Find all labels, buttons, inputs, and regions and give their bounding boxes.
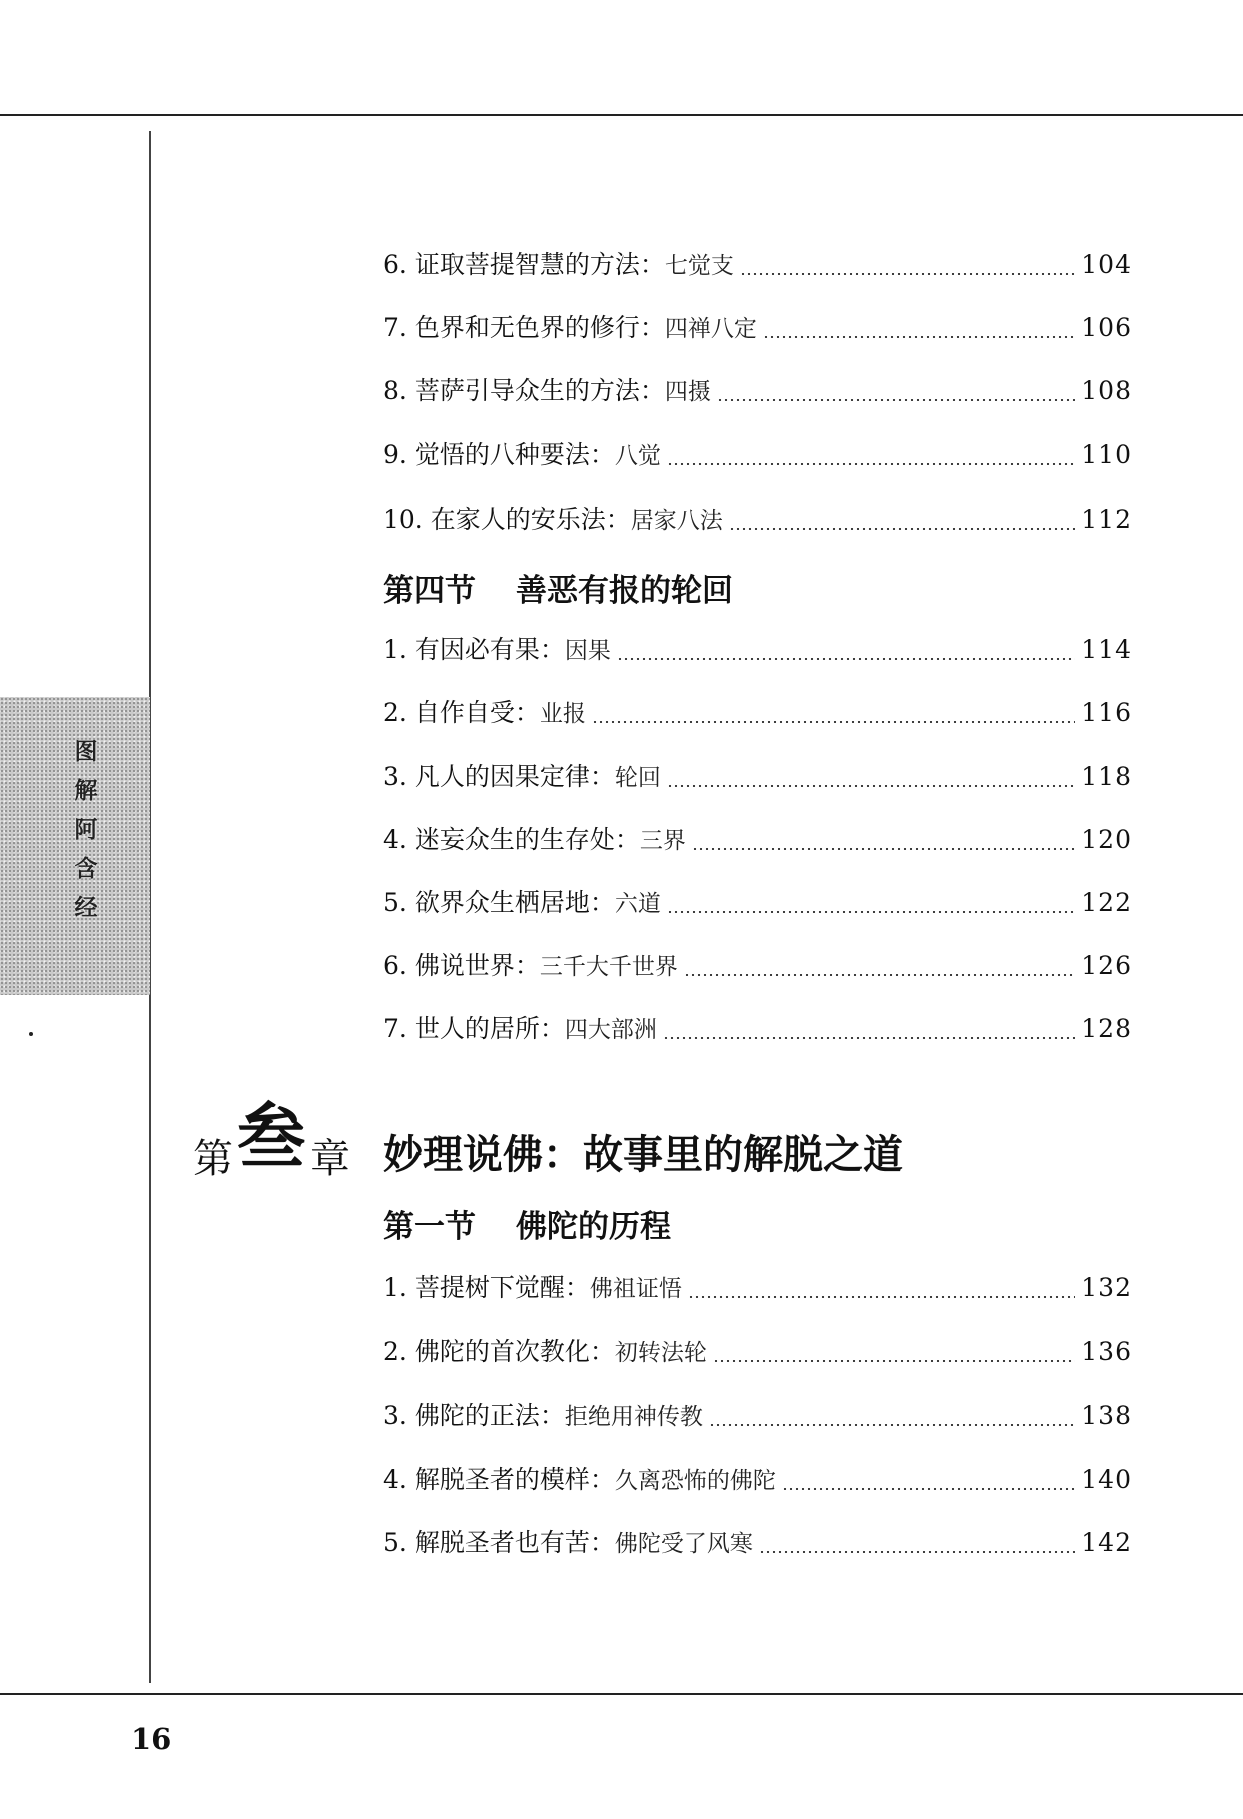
- entry-title: 解脱圣者的模样：: [414, 1465, 615, 1494]
- entry-number: 2.: [383, 1337, 407, 1366]
- entry-page: 118: [1081, 762, 1132, 791]
- entry-title: 菩萨引导众生的方法：: [414, 376, 665, 405]
- toc-entry[interactable]: [383, 308, 1132, 348]
- side-tab-char: 图: [74, 739, 98, 765]
- toc-entry[interactable]: [383, 500, 1132, 540]
- entry-subtitle: 六道: [614, 891, 661, 917]
- entry-number: 5.: [383, 1528, 407, 1557]
- entry-page: 126: [1081, 951, 1132, 980]
- toc-entry[interactable]: [383, 371, 1132, 411]
- entry-subtitle: 佛祖证悟: [589, 1276, 682, 1302]
- entry-subtitle: 居家八法: [630, 508, 723, 534]
- entry-page: 114: [1081, 635, 1132, 664]
- dot-leader: [692, 848, 1075, 850]
- section-label: 第四节: [383, 573, 476, 609]
- entry-number: 4.: [383, 825, 407, 854]
- entry-subtitle: 四大部洲: [564, 1017, 657, 1043]
- toc-entry[interactable]: [383, 435, 1132, 475]
- entry-subtitle: 拒绝用神传教: [564, 1404, 703, 1430]
- entry-title: 佛说世界：: [414, 951, 540, 980]
- toc-entry[interactable]: [383, 1523, 1132, 1563]
- side-tab-char: 解: [74, 778, 98, 804]
- entry-subtitle: 四摄: [664, 379, 711, 405]
- entry-page: 116: [1081, 698, 1132, 727]
- entry-page: 142: [1081, 1528, 1132, 1557]
- dot-leader: [782, 1488, 1075, 1490]
- toc-entry[interactable]: [383, 883, 1132, 923]
- entry-title: 欲界众生栖居地：: [414, 888, 615, 917]
- dot-leader: [667, 911, 1075, 913]
- side-tab-title: [69, 737, 103, 923]
- entry-title: 菩提树下觉醒：: [414, 1273, 590, 1302]
- toc-entry[interactable]: [383, 820, 1132, 860]
- entry-page: 136: [1081, 1337, 1132, 1366]
- entry-page: 132: [1081, 1273, 1132, 1302]
- entry-number: 7.: [383, 1014, 407, 1043]
- entry-subtitle: 轮回: [614, 765, 661, 791]
- entry-title: 解脱圣者也有苦：: [414, 1528, 615, 1557]
- chapter-numeral: 叁: [236, 1094, 306, 1179]
- entry-title: 在家人的安乐法：: [430, 505, 631, 534]
- entry-number: 1.: [383, 635, 407, 664]
- dot-leader: [667, 785, 1075, 787]
- entry-number: 1.: [383, 1273, 407, 1302]
- entry-page: 140: [1081, 1465, 1132, 1494]
- toc-entry[interactable]: [383, 946, 1132, 986]
- dot-leader: [667, 463, 1075, 465]
- entry-number: 4.: [383, 1465, 407, 1494]
- entry-subtitle: 初转法轮: [614, 1340, 707, 1366]
- entry-number: 6.: [383, 250, 407, 279]
- toc-entry[interactable]: [383, 1460, 1132, 1500]
- dot-leader: [617, 658, 1075, 660]
- entry-number: 5.: [383, 888, 407, 917]
- bottom-rule: [0, 1693, 1243, 1695]
- entry-subtitle: 八觉: [614, 443, 661, 469]
- entry-title: 自作自受：: [414, 698, 540, 727]
- chapter-suffix: 章: [310, 1136, 350, 1182]
- entry-number: 9.: [383, 440, 407, 469]
- entry-number: 10.: [383, 505, 423, 534]
- dot-leader: [729, 528, 1076, 530]
- entry-subtitle: 三界: [639, 828, 686, 854]
- entry-title: 证取菩提智慧的方法：: [414, 250, 665, 279]
- entry-page: 110: [1081, 440, 1132, 469]
- side-tab-char: 含: [74, 856, 98, 882]
- entry-subtitle: 佛陀受了风寒: [614, 1531, 753, 1557]
- dot-leader: [709, 1424, 1075, 1426]
- toc-entry[interactable]: [383, 693, 1132, 733]
- entry-number: 8.: [383, 376, 407, 405]
- entry-page: 120: [1081, 825, 1132, 854]
- toc-entry[interactable]: [383, 1396, 1132, 1436]
- entry-subtitle: 久离恐怖的佛陀: [614, 1468, 776, 1494]
- top-rule: [0, 114, 1243, 116]
- entry-title: 觉悟的八种要法：: [414, 440, 615, 469]
- entry-page: 122: [1081, 888, 1132, 917]
- toc-entry[interactable]: [383, 630, 1132, 670]
- toc-entry[interactable]: [383, 757, 1132, 797]
- toc-entry[interactable]: [383, 1268, 1132, 1308]
- entry-title: 佛陀的正法：: [414, 1401, 565, 1430]
- dot-leader: [759, 1551, 1075, 1553]
- toc-entry[interactable]: [383, 1332, 1132, 1372]
- section-heading: [383, 1201, 671, 1246]
- chapter-prefix: 第: [193, 1136, 233, 1182]
- entry-page: 128: [1081, 1014, 1132, 1043]
- entry-page: 112: [1081, 505, 1132, 534]
- entry-title: 迷妄众生的生存处：: [414, 825, 640, 854]
- entry-page: 104: [1081, 250, 1132, 279]
- entry-page: 138: [1081, 1401, 1132, 1430]
- section-title: 善恶有报的轮回: [516, 573, 733, 609]
- section-heading: [383, 565, 733, 610]
- dot-leader: [688, 1296, 1075, 1298]
- entry-subtitle: 四禅八定: [664, 316, 757, 342]
- entry-number: 3.: [383, 1401, 407, 1430]
- entry-title: 有因必有果：: [414, 635, 565, 664]
- dot-leader: [663, 1037, 1075, 1039]
- dot-leader: [717, 399, 1075, 401]
- entry-title: 凡人的因果定律：: [414, 762, 615, 791]
- dot-leader: [763, 336, 1075, 338]
- entry-subtitle: 业报: [539, 701, 586, 727]
- entry-subtitle: 七觉支: [664, 253, 734, 279]
- entry-subtitle: 因果: [564, 638, 611, 664]
- entry-page: 106: [1081, 313, 1132, 342]
- entry-page: 108: [1081, 376, 1132, 405]
- toc-entry[interactable]: [383, 1009, 1132, 1049]
- entry-number: 6.: [383, 951, 407, 980]
- dot-leader: [713, 1360, 1075, 1362]
- dot-leader: [740, 273, 1075, 275]
- side-tab-char: 经: [74, 895, 98, 921]
- chapter-title: 妙理说佛：故事里的解脱之道: [383, 1131, 903, 1178]
- entry-subtitle: 三千大千世界: [539, 954, 678, 980]
- entry-number: 3.: [383, 762, 407, 791]
- entry-title: 世人的居所：: [414, 1014, 565, 1043]
- toc-entry[interactable]: [383, 245, 1132, 285]
- side-tab-char: 阿: [74, 817, 98, 843]
- dot-leader: [592, 721, 1075, 723]
- section-label: 第一节: [383, 1209, 476, 1245]
- entry-title: 佛陀的首次教化：: [414, 1337, 615, 1366]
- margin-dot: [29, 1032, 33, 1036]
- entry-title: 色界和无色界的修行：: [414, 313, 665, 342]
- dot-leader: [684, 974, 1075, 976]
- section-title: 佛陀的历程: [516, 1209, 671, 1245]
- entry-number: 7.: [383, 313, 407, 342]
- entry-number: 2.: [383, 698, 407, 727]
- page-number: 16: [131, 1722, 172, 1756]
